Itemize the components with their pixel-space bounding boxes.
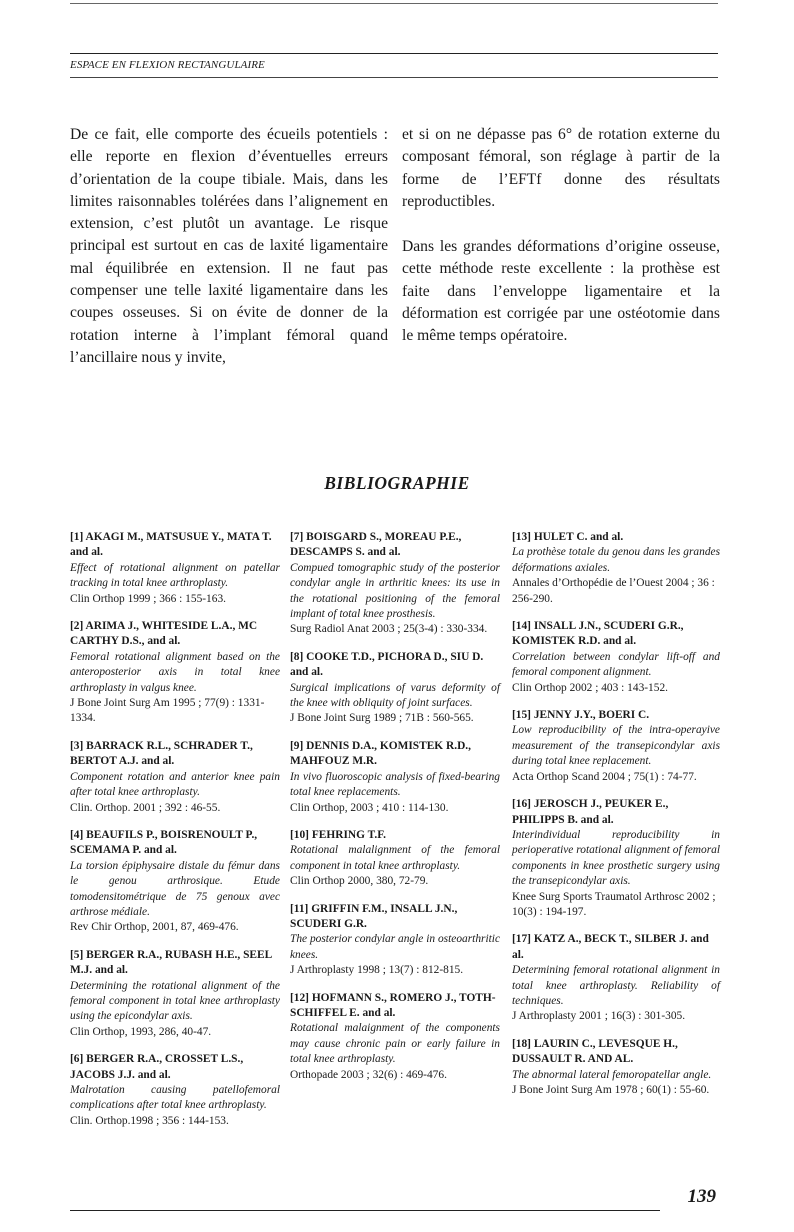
reference-column-2 [290, 530, 500, 1095]
header-rule-bottom [70, 77, 718, 78]
reference-source: Clin. Orthop. 2001 ; 392 : 46-55. [70, 801, 221, 814]
reference-item [290, 991, 500, 1083]
reference-title: La torsion épiphysaire distale du fémur dans le genou arthrosique. Etude tomodensitométrique de 75 genoux avec arthrose médiale. [70, 859, 280, 918]
reference-item [290, 650, 500, 727]
reference-source: Clin Orthop 1999 ; 366 : 155-163. [70, 592, 226, 605]
reference-authors: [14] INSALL J.N., SCUDERI G.R., KOMISTEK R.D. and al. [512, 620, 684, 648]
reference-title: Interindividual reproducibility in perioperative rotational alignment of femoral components in knee prosthetic surgery using the transepicondylar axis. [512, 828, 720, 888]
reference-item [512, 797, 720, 920]
reference-authors: [18] LAURIN C., LEVESQUE H., DUSSAULT R. AND AL. [512, 1037, 678, 1066]
reference-authors: [10] FEHRING T.F. [290, 828, 386, 841]
reference-source: J Bone Joint Surg Am 1995 ; 77(9) : 1331-1334. [70, 697, 265, 725]
reference-title: Determining femoral rotational alignment in total knee arthroplasty. Reliability of techniques. [512, 964, 720, 1007]
reference-authors: [3] BARRACK R.L., SCHRADER T., BERTOT A.J. and al. [70, 739, 253, 768]
reference-source: Clin Orthop 2000, 380, 72-79. [290, 875, 429, 888]
reference-source: Knee Surg Sports Traumatol Arthrosc 2002 ; 10(3) : 194-197. [512, 890, 716, 918]
reference-item [290, 739, 500, 816]
reference-title: Determining the rotational alignment of the femoral component in total knee arthroplasty using the epicondylar axis. [70, 979, 280, 1023]
reference-source: Acta Orthop Scand 2004 ; 75(1) : 74-77. [512, 770, 697, 783]
reference-authors: [7] BOISGARD S., MOREAU P.E., DESCAMPS S. and al. [290, 531, 462, 559]
reference-item [512, 708, 720, 785]
reference-title: Correlation between condylar lift-off and femoral component alignment. [512, 650, 720, 679]
reference-title: The posterior condylar angle in osteoarthritic knees. [290, 933, 500, 961]
reference-authors: [13] HULET C. and al. [512, 531, 624, 543]
bibliography-title: BIBLIOGRAPHIE [324, 473, 470, 493]
reference-item [70, 739, 280, 816]
reference-column-3 [512, 530, 720, 1110]
body-paragraph: Dans les grandes déformations d’origine osseuse, cette méthode reste excellente : la prothèse est faite dans l’enveloppe ligamentaire et la déformation est corrigée par une ostéotomie dans le même temps opératoire. [402, 238, 720, 345]
running-head: ESPACE EN FLEXION RECTANGULAIRE [70, 59, 265, 71]
body-column-left [70, 124, 388, 392]
reference-item [512, 530, 720, 607]
reference-authors: [2] ARIMA J., WHITESIDE L.A., MC CARTHY D.S., and al. [70, 620, 258, 648]
reference-source: Annales d’Orthopédie de l’Ouest 2004 ; 36 : 256-290. [512, 577, 715, 605]
reference-source: Rev Chir Orthop, 2001, 87, 469-476. [70, 921, 239, 934]
reference-source: Clin. Orthop.1998 ; 356 : 144-153. [70, 1114, 229, 1127]
reference-authors: [15] JENNY J.Y., BOERI C. [512, 709, 650, 722]
reference-title: In vivo fluoroscopic analysis of fixed-bearing total knee replacements. [290, 770, 500, 799]
reference-item [70, 1052, 280, 1129]
reference-authors: [11] GRIFFIN F.M., INSALL J.N., SCUDERI G.R. [290, 902, 458, 930]
reference-title: Rotational malaignment of the components may cause chronic pain or early failure in total knee arthroplasty. [290, 1022, 500, 1066]
reference-title: The abnormal lateral femoropatellar angle. [512, 1068, 712, 1081]
reference-title: Rotational malalignment of the femoral component in total knee arthroplasty. [290, 844, 500, 872]
reference-source: J Bone Joint Surg 1989 ; 71B : 560-565. [290, 712, 474, 725]
reference-title: Surgical implications of varus deformity of the knee with obliquity of joint surfaces. [290, 681, 500, 710]
reference-authors: [8] COOKE T.D., PICHORA D., SIU D. and al. [290, 650, 484, 679]
reference-source: Clin Orthop, 1993, 286, 40-47. [70, 1025, 212, 1038]
reference-item [290, 902, 500, 979]
reference-authors: [4] BEAUFILS P., BOISRENOULT P., SCEMAMA P. and al. [70, 828, 258, 857]
reference-authors: [6] BERGER R.A., CROSSET L.S., JACOBS J.J. and al. [70, 1053, 244, 1081]
reference-authors: [5] BERGER R.A., RUBASH H.E., SEEL M.J. and al. [70, 948, 272, 977]
top-rule [70, 3, 718, 4]
reference-source: J Arthroplasty 2001 ; 16(3) : 301-305. [512, 1010, 686, 1023]
body-column-right [402, 124, 720, 371]
reference-title: Compued tomographic study of the posterior condylar angle in arthritic knees: its use in the rotational positioning of the femoral implant of total knee prosthesis. [290, 561, 500, 621]
reference-title: Low reproducibility of the intra-operayive measurement of the transepicondylar axis during total knee replacement. [512, 724, 720, 768]
reference-title: Component rotation and anterior knee pain after total knee arthroplasty. [70, 770, 280, 799]
reference-source: Clin Orthop 2002 ; 403 : 143-152. [512, 681, 668, 694]
reference-item [70, 530, 280, 607]
reference-authors: [1] AKAGI M., MATSUSUE Y., MATA T. and al. [70, 531, 272, 559]
reference-title: Femoral rotational alignment based on the anteroposterior axis in total knee arthroplasty in valgus knee. [70, 650, 280, 694]
reference-title: Effect of rotational alignment on patellar tracking in total knee arthroplasty. [70, 561, 280, 590]
reference-authors: [12] HOFMANN S., ROMERO J., TOTH-SCHIFFEL E. and al. [290, 991, 496, 1019]
reference-title: Malrotation causing patellofemoral complications after total knee arthroplasty. [70, 1084, 280, 1112]
reference-item [512, 1037, 720, 1099]
reference-source: J Bone Joint Surg Am 1978 ; 60(1) : 55-60. [512, 1084, 710, 1096]
reference-item [512, 932, 720, 1024]
reference-source: Surg Radiol Anat 2003 ; 25(3-4) : 330-334. [290, 623, 488, 636]
reference-item [70, 619, 280, 727]
reference-item [512, 619, 720, 696]
reference-authors: [17] KATZ A., BECK T., SILBER J. and al. [512, 933, 709, 961]
footer-rule [70, 1210, 660, 1211]
reference-item [290, 530, 500, 638]
reference-source: J Arthroplasty 1998 ; 13(7) : 812-815. [290, 964, 464, 977]
header-rule-top [70, 53, 718, 54]
reference-item [290, 828, 500, 890]
page-number: 139 [687, 1186, 716, 1207]
reference-source: Clin Orthop, 2003 ; 410 : 114-130. [290, 801, 449, 814]
body-paragraph: et si on ne dépasse pas 6° de rotation externe du composant fémoral, son réglage à partir de la forme de l’EFTf donne des résultats reproductibles. [402, 126, 720, 210]
reference-title: La prothèse totale du genou dans les grandes déformations axiales. [512, 546, 720, 574]
reference-authors: [16] JEROSCH J., PEUKER E., PHILIPPS B. and al. [512, 798, 669, 826]
body-paragraph: De ce fait, elle comporte des écueils potentiels : elle reporte en flexion d’éventuelles erreurs d’orientation de la coupe tibiale. Mais, dans les limites raisonnables tolérées dans l’alignement en extension, c’est plutôt un avantage. Le risque principal est surtout en cas de laxité ligamentaire mal équilibrée en extension. Il ne faut pas compenser une telle laxité ligamentaire dans les coupes osseuses. Si on évite de donner de la rotation interne à l’implant fémoral quand l’ancillaire nous y invite, [70, 126, 388, 366]
reference-source: Orthopade 2003 ; 32(6) : 469-476. [290, 1068, 447, 1081]
reference-authors: [9] DENNIS D.A., KOMISTEK R.D., MAHFOUZ M.R. [290, 739, 471, 768]
reference-column-1 [70, 530, 280, 1141]
reference-item [70, 948, 280, 1040]
reference-item [70, 828, 280, 936]
